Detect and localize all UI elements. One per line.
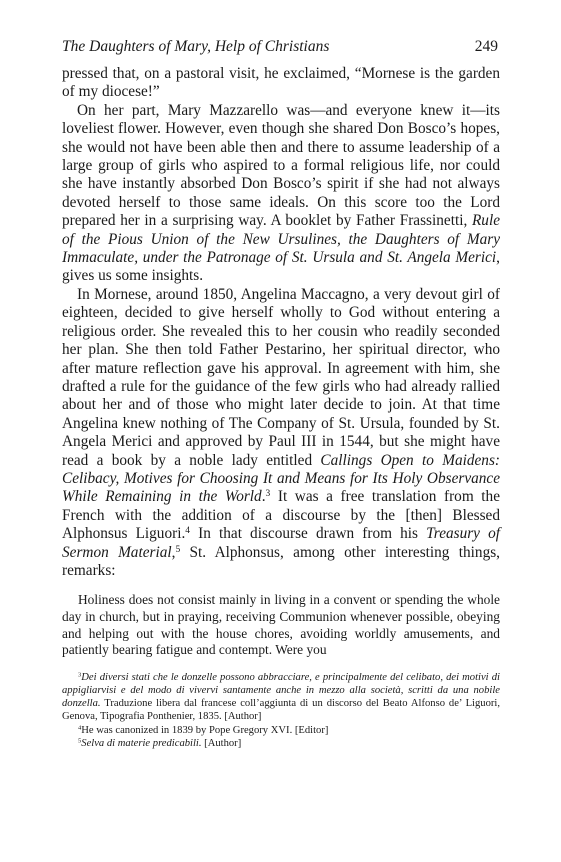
footnote-ref-5: 5 (175, 544, 181, 555)
treasury-title: Treasury of Sermon Material (62, 525, 500, 561)
footnote-ref-3: 3 (265, 489, 271, 500)
footnotes (62, 671, 500, 750)
book-page (62, 38, 500, 750)
footnote-3: $^3$Dei diversi stati che le donzelle possono abbracciare, e principalmente del celibato, dei motivi di appigliarvisi e del modo di vivervi santamente anche in mezzo alla società, scritti da una nobile donzella. Traduzione libera dal francese coll’aggiunta di un discorso del Beato Alfonso de’ Liguori, Genova, Tipografia Ponthenier, 1835. [Author] (62, 671, 500, 723)
block-quote (62, 592, 500, 659)
paragraph-2: On her part, Mary Mazzarello was—and everyone knew it—its loveliest flower. However, even though she shared Don Bosco’s hopes, she would not have been able then and there to assume leadership of a large group of girls who aspired to a formal religious life, nor could she have instantly absorbed Don Bosco’s spirit if she had not always devoted herself to those same ideals. On this score too the Lord prepared her in a surprising way. A booklet by Father Frassinetti, Rule of the Pious Union of the New Ursulines, the Daughters of Mary Immaculate, under the Patronage of St. Ursula and St. Angela Merici, gives us some insights. (62, 101, 500, 285)
paragraph-3: In Mornese, around 1850, Angelina Maccagno, a very devout girl of eighteen, decided to give herself wholly to God without entering a religious order. She revealed this to her cousin who readily seconded her plan. She then told Father Pestarino, her spiritual director, who after mature reflection gave his approval. In agreement with him, she drafted a rule for the guidance of the few girls who had already rallied about her and of those who might later decide to join. At that time Angelina knew nothing of The Company of St. Ursula, founded by St. Angela Merici and approved by Paul III in 1544, but she might have read a book by a noble lady entitled Callings Open to Maidens: Celibacy, Motives for Choosing It and Means for Its Holy Observance While Remaining in the World.$^3$ It was a free translation from the French with the addition of a discourse by the [then] Blessed Alphonsus Liguori.$^4$ In that discourse drawn from his Treasury of Sermon Material,$^5$ St. Alphonsus, among other interesting things, remarks: (62, 285, 501, 579)
book-title: Callings Open to Maidens: Celibacy, Motives for Choosing It and Means for Its Holy Observance While Remaining in the World (62, 451, 500, 506)
running-head: The Daughters of Mary, Help of Christians (62, 38, 330, 55)
footnote-5: $^5$Selva di materie predicabili. [Author] (78, 737, 242, 749)
footnote-4: $^4$He was canonized in 1839 by Pope Gregory XVI. [Editor] (78, 723, 329, 736)
footnote-ref-4: 4 (185, 525, 191, 536)
paragraph-1: pressed that, on a pastoral visit, he exclaimed, “Mornese is the garden of my diocese!” (62, 65, 500, 101)
booklet-title: Rule of the Pious Union of the New Ursulines, the Daughters of Mary Immaculate, under the Patronage of St. Ursula and St. Angela Merici (62, 212, 500, 267)
page-number: 249 (474, 38, 498, 55)
main-text (62, 65, 500, 580)
page-header (62, 38, 500, 65)
quote-text: Holiness does not consist mainly in living in a convent or spending the whole day in church, but in praying, receiving Communion whenever possible, obeying and helping out with the house chores, avoiding worldly amusements, and patiently bearing fatigue and contempt. Were you (62, 592, 500, 658)
